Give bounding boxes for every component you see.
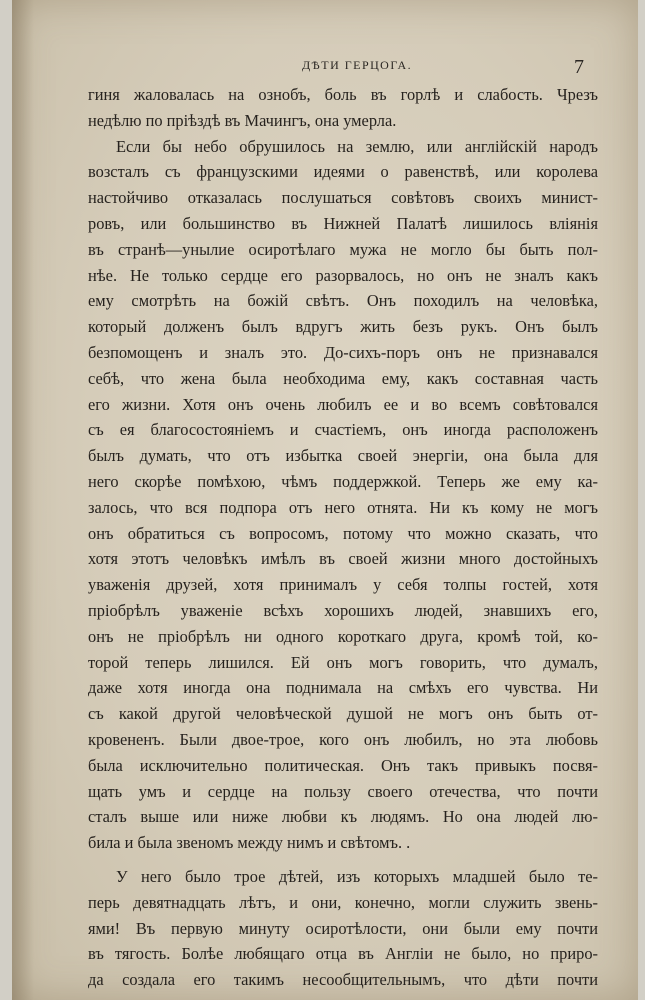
text-line: ему смотрѣть на божій свѣтъ. Онъ походилъ на человѣка, xyxy=(88,291,598,311)
text-line: была исключительно политическая. Онъ такъ привыкъ посвя- xyxy=(88,755,598,775)
text-line: онъ обратиться съ вопросомъ, потому что можно сказать, что xyxy=(88,523,598,543)
text-line: который долженъ былъ вдругъ жить безъ рукъ. Онъ былъ xyxy=(88,317,598,337)
text-line: уваженія друзей, хотя принималъ у себя толпы гостей, хотя xyxy=(88,575,598,595)
text-line: онъ не пріобрѣлъ ни одного короткаго друга, кромѣ той, ко- xyxy=(88,626,598,646)
text-line: безпомощенъ и зналъ это. До-сихъ-поръ онъ не признавался xyxy=(88,342,598,362)
paragraph xyxy=(88,134,598,856)
text-line: била и была звеномъ между нимъ и свѣтомъ. . xyxy=(88,833,411,853)
text-line: перь девятнадцать лѣтъ, и они, конечно, могли служить звень- xyxy=(88,892,598,912)
text-line: недѣлю по пріѣздѣ въ Мачингъ, она умерла. xyxy=(88,110,397,130)
text-line: да создала его такимъ несообщительнымъ, что дѣти почти xyxy=(88,970,598,990)
text-line: Если бы небо обрушилось на землю, или англійскій народъ xyxy=(116,136,598,156)
text-line: залось, что вся подпора отъ него отнята. Ни къ кому не могъ xyxy=(88,497,598,517)
text-line: настойчиво отказалась послушаться совѣтовъ своихъ минист- xyxy=(88,188,598,208)
text-line: него скорѣе помѣхою, чѣмъ поддержкой. Теперь же ему ка- xyxy=(88,471,598,491)
text-line: сталъ выше или ниже любви къ людямъ. Но она людей лю- xyxy=(88,807,598,827)
text-line: съ ея благосостояніемъ и счастіемъ, онъ иногда расположенъ xyxy=(88,420,598,440)
page-header xyxy=(12,52,638,78)
page-number: 7 xyxy=(574,56,584,78)
text-line: даже хотя иногда она поднимала на смѣхъ его чувства. Ни xyxy=(88,678,598,698)
text-line: былъ думать, что отъ избытка своей энергіи, она была для xyxy=(88,446,598,466)
text-line: хотя этотъ человѣкъ имѣлъ въ своей жизни много достойныхъ xyxy=(88,549,598,569)
text-line: его жизни. Хотя онъ очень любилъ ее и во всемъ совѣтовался xyxy=(88,394,598,414)
text-line: въ странѣ—унылие осиротѣлаго мужа не могло бы быть пол- xyxy=(88,239,598,259)
book-page xyxy=(12,0,638,1000)
body-text xyxy=(88,82,598,993)
text-line: въ тягость. Болѣе любящаго отца въ Англіи не было, но приро- xyxy=(88,944,598,964)
text-line: гиня жаловалась на ознобъ, боль въ горлѣ и слабость. Чрезъ xyxy=(88,85,598,104)
running-title: ДѢТИ ГЕРЦОГА. xyxy=(302,58,413,72)
text-line: пріобрѣлъ уваженіе всѣхъ хорошихъ людей, знавшихъ его, xyxy=(88,600,598,620)
paragraph xyxy=(88,864,598,993)
text-line: кровененъ. Были двое-трое, кого онъ любилъ, но эта любовь xyxy=(88,729,598,749)
text-line: ровъ, или большинство въ Нижней Палатѣ лишилось вліянія xyxy=(88,213,598,233)
text-line: себѣ, что жена была необходима ему, какъ составная часть xyxy=(88,368,598,388)
text-line: У него было трое дѣтей, изъ которыхъ младшей было те- xyxy=(116,866,598,886)
paragraph-spacer xyxy=(88,856,598,864)
text-line: возсталъ съ французскими идеями о равенствѣ, или королева xyxy=(88,162,598,182)
paragraph xyxy=(88,82,598,134)
text-line: съ какой другой человѣческой душой не могъ онъ быть от- xyxy=(88,704,598,724)
text-line: нѣе. Не только сердце его разорвалось, но онъ не зналъ какъ xyxy=(88,265,598,285)
text-line: щать умъ и сердце на пользу своего отечества, что почти xyxy=(88,781,598,801)
text-line: торой теперь лишился. Ей онъ могъ говорить, что думалъ, xyxy=(88,652,598,672)
text-line: ями! Въ первую минуту осиротѣлости, они были ему почти xyxy=(88,918,598,938)
